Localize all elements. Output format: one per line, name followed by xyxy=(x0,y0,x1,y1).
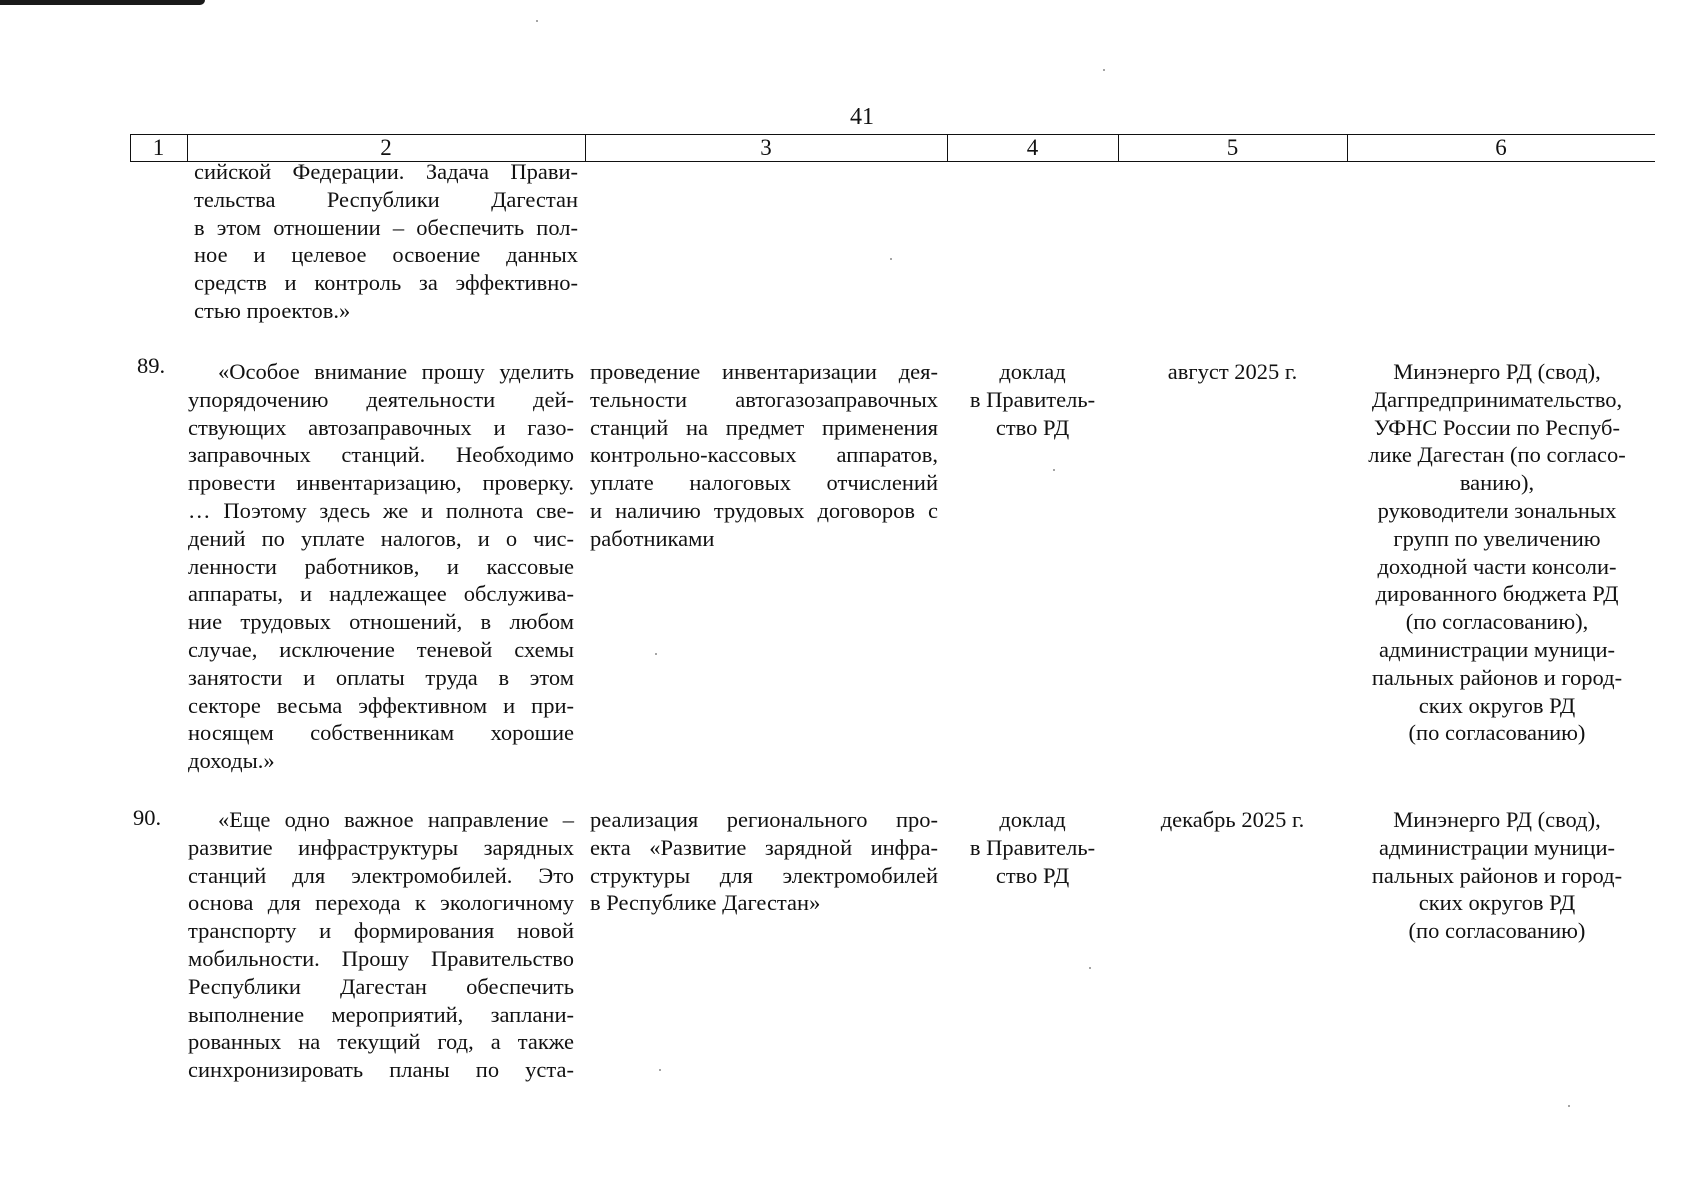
row-90-instruction-text xyxy=(188,806,574,1084)
continuation-text xyxy=(194,158,578,325)
text-line: Дагпредпринимательство, xyxy=(1371,386,1623,412)
text-line: Республики Дагестан обеспечить xyxy=(188,973,574,999)
text-line: «Еще одно важное направление – xyxy=(218,807,574,832)
text-line: структуры для электромобилей xyxy=(590,862,938,888)
scan-speck xyxy=(1103,69,1105,71)
text-line: станций на предмет применения xyxy=(590,414,938,440)
text-line: в Правитель- xyxy=(969,834,1096,860)
text-line: «Особое внимание прошу уделить xyxy=(218,359,574,384)
text-line: ских округов РД xyxy=(1418,890,1576,916)
row-number: 89. xyxy=(137,353,166,378)
text-line: транспорту и формирования новой xyxy=(188,918,574,944)
text-line: уплате налоговых отчислений xyxy=(590,470,938,496)
text-line: ванию), xyxy=(1459,470,1535,496)
text-line: работниками xyxy=(590,525,715,551)
text-line: ство РД xyxy=(995,862,1070,888)
column-header-4: 4 xyxy=(1026,135,1039,160)
text-line: упорядочению деятельности дей- xyxy=(188,386,574,412)
text-line: екта «Развитие зарядной инфра- xyxy=(590,834,938,860)
row-89-responsible xyxy=(1347,358,1647,747)
text-line: Минэнерго РД (свод), xyxy=(1393,359,1601,384)
text-line: развитие инфраструктуры зарядных xyxy=(188,834,574,860)
text-line: доклад xyxy=(999,807,1066,832)
text-line: занятости и оплаты труда в этом xyxy=(188,664,574,690)
text-line: средств и контроль за эффективно- xyxy=(194,270,578,296)
text-line: ских округов РД xyxy=(1418,692,1576,718)
text-line: в этом отношении – обеспечить пол- xyxy=(194,214,578,240)
text-line: аппараты, и надлежащее обслужива- xyxy=(188,581,574,607)
text-line: контрольно-кассовых аппаратов, xyxy=(590,442,938,468)
text-line: синхронизировать планы по уста- xyxy=(188,1057,574,1083)
text-line: дений по уплате налогов, и о чис- xyxy=(188,525,574,551)
text-line: доходы.» xyxy=(188,748,275,774)
page-number: 41 xyxy=(850,104,874,130)
text-line: ствующих автозаправочных и газо- xyxy=(188,414,574,440)
text-line: тельства Республики Дагестан xyxy=(194,186,578,212)
text-line: (по согласованию), xyxy=(1405,609,1589,635)
row-89-completion-form xyxy=(947,358,1118,441)
text-line: руководители зональных xyxy=(1377,497,1617,523)
text-line: доходной части консоли- xyxy=(1377,553,1617,579)
row-number: 90. xyxy=(133,805,162,830)
text-line: … Поэтому здесь же и полнота све- xyxy=(188,497,574,523)
text-line: основа для перехода к экологичному xyxy=(188,890,574,916)
text-line: выполнение мероприятий, заплани- xyxy=(188,1001,574,1027)
column-header-2: 2 xyxy=(380,135,392,160)
text-line: секторе весьма эффективном и при- xyxy=(188,692,574,718)
column-header-6: 6 xyxy=(1495,135,1507,160)
text-line: случае, исключение теневой схемы xyxy=(188,636,574,662)
scan-speck xyxy=(536,20,538,22)
scan-speck xyxy=(1568,1105,1570,1107)
scan-edge-mark xyxy=(0,0,205,5)
text-line: станций для электромобилей. Это xyxy=(188,862,574,888)
column-header-5: 5 xyxy=(1226,135,1239,160)
text-line: и наличию трудовых договоров с xyxy=(590,497,938,523)
row-89-measure-text xyxy=(590,358,938,553)
text-line: администрации муници- xyxy=(1378,834,1616,860)
text-line: ленности работников, и кассовые xyxy=(188,553,574,579)
scan-speck xyxy=(659,1069,661,1071)
scan-speck xyxy=(1053,469,1055,471)
text-line: доклад xyxy=(999,359,1066,384)
text-line: носящем собственникам хорошие xyxy=(188,720,574,746)
row-90-completion-form xyxy=(947,806,1118,889)
text-line: ное и целевое освоение данных xyxy=(194,242,578,268)
text-line: заправочных станций. Необходимо xyxy=(188,442,574,468)
text-line: групп по увеличению xyxy=(1393,525,1601,551)
row-89-instruction-text xyxy=(188,358,574,775)
text-line: дированного бюджета РД xyxy=(1375,581,1619,607)
row-90-measure-text xyxy=(590,806,938,917)
text-line: лике Дагестан (по согласо- xyxy=(1368,442,1626,468)
text-line: в Правитель- xyxy=(969,386,1096,412)
text-line: сийской Федерации. Задача Прави- xyxy=(194,159,578,184)
row-90-responsible xyxy=(1347,806,1647,945)
scan-speck xyxy=(1089,967,1091,969)
text-line: Минэнерго РД (свод), xyxy=(1393,807,1601,832)
row-89-deadline: август 2025 г. xyxy=(1167,359,1298,384)
text-line: (по согласованию) xyxy=(1408,720,1586,746)
text-line: ние трудовых отношений, в любом xyxy=(188,609,574,635)
text-line: администрации муници- xyxy=(1378,636,1616,662)
text-line: пальных районов и город- xyxy=(1371,664,1623,690)
column-header-3: 3 xyxy=(760,135,772,160)
column-header-1: 1 xyxy=(152,135,165,160)
text-line: мобильности. Прошу Правительство xyxy=(188,945,574,971)
row-90-deadline: декабрь 2025 г. xyxy=(1160,807,1305,832)
text-line: ство РД xyxy=(995,414,1070,440)
text-line: провести инвентаризацию, проверку. xyxy=(188,470,574,496)
text-line: реализация регионального про- xyxy=(590,807,938,832)
scan-speck xyxy=(890,258,892,260)
text-line: тельности автогазозаправочных xyxy=(590,386,938,412)
text-line: стью проектов.» xyxy=(194,297,351,323)
scan-speck xyxy=(655,653,657,655)
text-line: пальных районов и город- xyxy=(1371,862,1623,888)
text-line: в Республике Дагестан» xyxy=(590,890,821,916)
text-line: (по согласованию) xyxy=(1408,918,1586,944)
text-line: проведение инвентаризации дея- xyxy=(590,359,938,384)
text-line: УФНС России по Респуб- xyxy=(1374,414,1620,440)
text-line: рованных на текущий год, а также xyxy=(188,1029,574,1055)
